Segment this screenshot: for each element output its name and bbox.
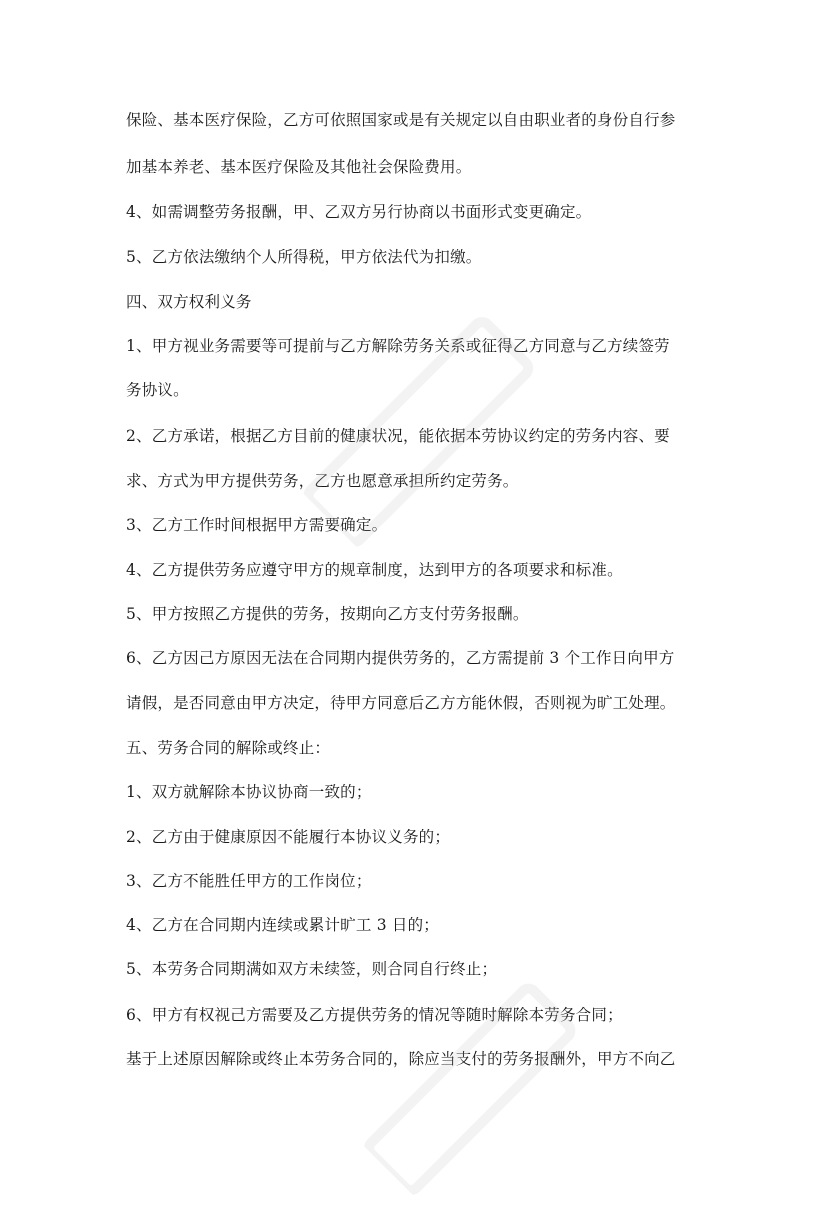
text-line: 2、乙方承诺，根据乙方目前的健康状况，能依据本劳协议约定的劳务内容、要 [126,427,670,445]
text-line: 2、乙方由于健康原因不能履行本协议义务的； [126,828,451,846]
text-line: 5、乙方依法缴纳个人所得税，甲方依法代为扣缴。 [126,248,482,266]
text-line: 6、乙方因己方原因无法在合同期内提供劳务的，乙方需提前 3 个工作日向甲方 [126,649,675,667]
text-line: 4、如需调整劳务报酬，甲、乙双方另行协商以书面形式变更确定。 [126,203,592,221]
text-line: 4、乙方提供劳务应遵守甲方的规章制度，达到甲方的各项要求和标准。 [126,561,623,579]
text-line: 4、乙方在合同期内连续或累计旷工 3 日的； [126,916,439,934]
text-line: 5、甲方按照乙方提供的劳务，按期向乙方支付劳务报酬。 [126,605,529,623]
text-line: 基于上述原因解除或终止本劳务合同的，除应当支付的劳务报酬外，甲方不向乙 [126,1050,676,1068]
text-line: 5、本劳务合同期满如双方未续签，则合同自行终止； [126,960,498,978]
section-heading: 五、劳务合同的解除或终止： [126,739,331,757]
text-line: 保险、基本医疗保险，乙方可依照国家或是有关规定以自由职业者的身份自行参 [126,111,676,129]
text-line: 求、方式为甲方提供劳务，乙方也愿意承担所约定劳务。 [126,472,519,490]
text-line: 请假，是否同意由甲方决定，待甲方同意后乙方方能休假，否则视为旷工处理。 [126,694,676,712]
text-line: 3、乙方工作时间根据甲方需要确定。 [126,516,388,534]
section-heading: 四、双方权利义务 [126,293,252,311]
text-line: 1、甲方视业务需要等可提前与乙方解除劳务关系或征得乙方同意与乙方续签劳 [126,337,670,355]
text-line: 3、乙方不能胜任甲方的工作岗位； [126,872,372,890]
text-line: 务协议。 [126,381,189,399]
text-line: 加基本养老、基本医疗保险及其他社会保险费用。 [126,158,472,176]
text-line: 1、双方就解除本协议协商一致的； [126,783,372,801]
text-line: 6、甲方有权视己方需要及乙方提供劳务的情况等随时解除本劳务合同； [126,1006,623,1024]
